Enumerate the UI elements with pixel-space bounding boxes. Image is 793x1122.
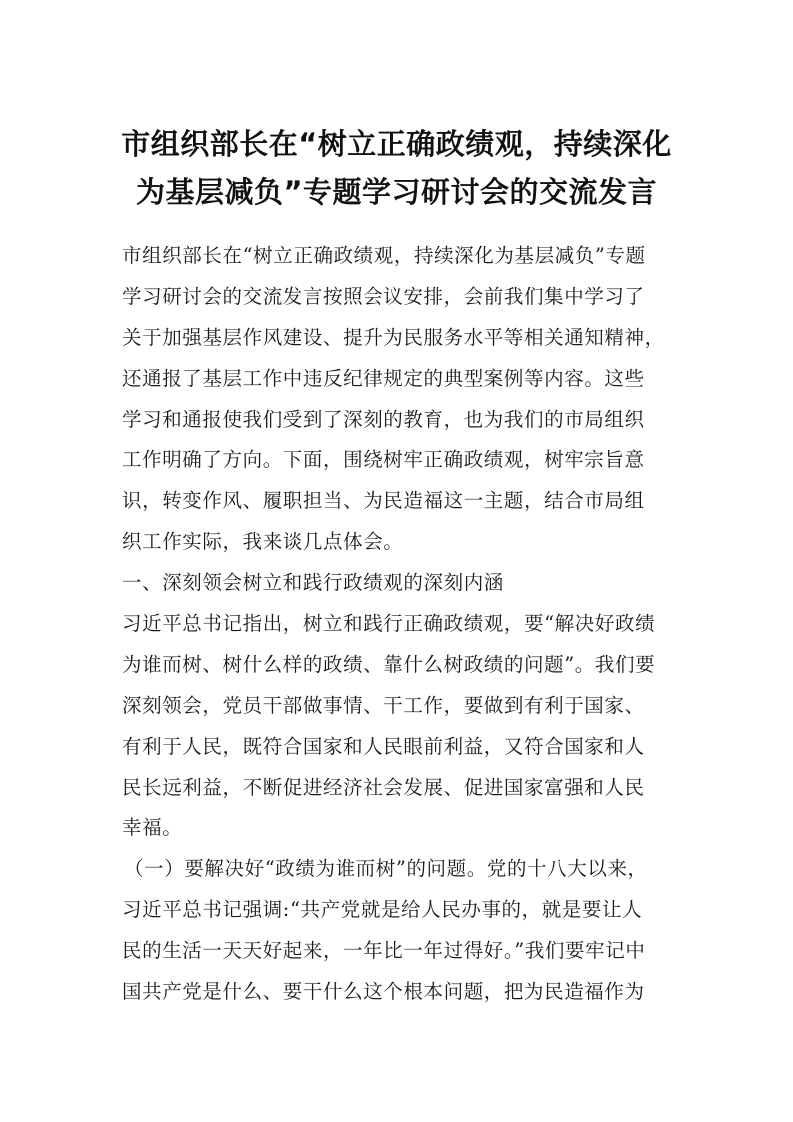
body-line: 有利于人民，既符合国家和人民眼前利益，又符合国家和人 (122, 734, 645, 758)
body-line: 习近平总书记强调:“共产党就是给人民办事的，就是要让人 (122, 898, 643, 922)
body-line: 关于加强基层作风建设、提升为民服务水平等相关通知精神， (122, 325, 665, 349)
body-line: 工作明确了方向。下面，围绕树牢正确政绩观，树牢宗旨意 (122, 448, 645, 472)
body-line: 学习研讨会的交流发言按照会议安排，会前我们集中学习了 (122, 284, 645, 308)
body-line: 民的生活一天天好起来，一年比一年过得好。”我们要牢记中 (122, 939, 646, 963)
body-line: 还通报了基层工作中违反纪律规定的典型案例等内容。这些 (122, 366, 645, 390)
body-line: 识，转变作风、履职担当、为民造福这一主题，结合市局组 (122, 489, 645, 513)
body-line: 幸福。 (122, 816, 183, 840)
body-line: 习近平总书记指出，树立和践行正确政绩观，要“解决好政绩 (122, 612, 656, 636)
body-line: 织工作实际，我来谈几点体会。 (122, 530, 404, 554)
section-heading: 一、深刻领会树立和践行政绩观的深刻内涵 (122, 571, 504, 595)
document-body (122, 236, 682, 1013)
document-title-line-2: 为基层减负”专题学习研讨会的交流发言 (135, 175, 658, 209)
body-line: 民长远利益，不断促进经济社会发展、促进国家富强和人民 (122, 775, 645, 799)
subsection-heading: （一）要解决好“政绩为谁而树”的问题。党的十八大以来， (124, 857, 648, 881)
body-line: 为谁而树、树什么样的政绩、靠什么树政绩的问题”。我们要 (122, 652, 656, 676)
body-line: 学习和通报使我们受到了深刻的教育，也为我们的市局组织 (122, 407, 645, 431)
body-line: 深刻领会，党员干部做事情、干工作，要做到有利于国家、 (122, 693, 645, 717)
body-line: 市组织部长在“树立正确政绩观，持续深化为基层减负”专题 (122, 244, 646, 267)
document-title-line-1: 市组织部长在“树立正确政绩观，持续深化 (121, 127, 672, 161)
body-line: 国共产党是什么、要干什么这个根本问题，把为民造福作为 (122, 980, 645, 1004)
